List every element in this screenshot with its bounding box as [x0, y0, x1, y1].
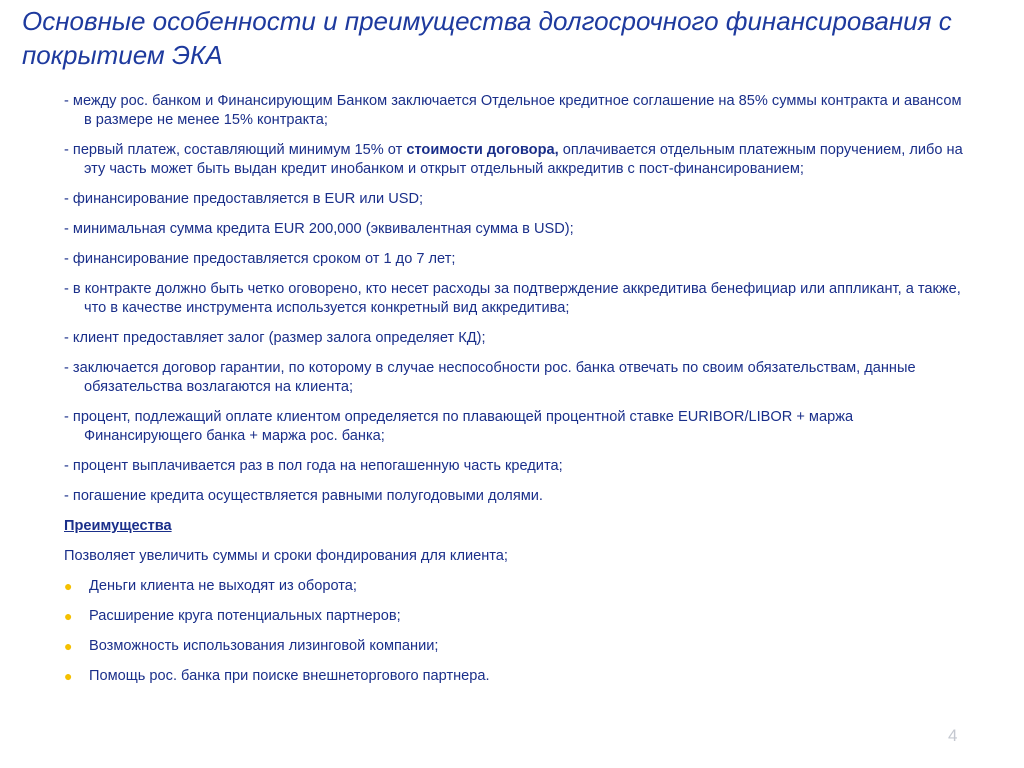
- bullet-dot-icon: ●: [64, 638, 73, 654]
- list-item-bold-text: стоимости договора,: [406, 142, 559, 158]
- slide-content: [64, 92, 964, 697]
- list-item: [64, 141, 964, 179]
- list-item-text: оплачивается отдельным платежным поручением, либо на эту часть может быть выдан кредит инобанком и открыт отдельный аккредитив с пост-финансированием;: [84, 142, 963, 177]
- advantage-item: [64, 667, 964, 686]
- bullet-dot-icon: ●: [64, 578, 73, 594]
- list-item: - клиент предоставляет залог (размер залога определяет КД);: [64, 330, 486, 346]
- list-item-text: - первый платеж, составляющий минимум 15% от: [64, 142, 407, 158]
- list-item: - финансирование предоставляется сроком от 1 до 7 лет;: [64, 251, 456, 267]
- list-item: - минимальная сумма кредита EUR 200,000 (эквивалентная сумма в USD);: [64, 221, 574, 237]
- advantage-text: Деньги клиента не выходят из оборота;: [89, 578, 357, 594]
- list-item: - между рос. банком и Финансирующим Банком заключается Отдельное кредитное соглашение на 85% суммы контракта и авансом в размере не менее 15% контракта;: [64, 93, 962, 128]
- advantage-text: Расширение круга потенциальных партнеров;: [89, 608, 401, 624]
- slide-title: Основные особенности и преимущества долгосрочного финансирования с покрытием ЭКА: [22, 6, 952, 70]
- list-item: - погашение кредита осуществляется равными полугодовыми долями.: [64, 488, 543, 504]
- advantages-intro: Позволяет увеличить суммы и сроки фондирования для клиента;: [64, 548, 508, 564]
- bullet-dot-icon: ●: [64, 668, 73, 684]
- page-number: 4: [948, 726, 958, 745]
- list-item: - в контракте должно быть четко оговорено, кто несет расходы за подтверждение аккредитива бенефициар или аппликант, а также, что в качестве инструмента используется конкретный вид аккредитива;: [64, 281, 961, 316]
- list-item: - процент выплачивается раз в пол года на непогашенную часть кредита;: [64, 458, 563, 474]
- advantage-item: [64, 607, 964, 626]
- advantage-text: Возможность использования лизинговой компании;: [89, 638, 439, 654]
- advantage-item: [64, 637, 964, 656]
- bullet-dot-icon: ●: [64, 608, 73, 624]
- advantage-text: Помощь рос. банка при поиске внешнеторгового партнера.: [89, 668, 490, 684]
- list-item: - финансирование предоставляется в EUR или USD;: [64, 191, 424, 207]
- advantages-heading: Преимущества: [64, 518, 172, 534]
- list-item: - заключается договор гарантии, по которому в случае неспособности рос. банка отвечать по своим обязательствам, данные обязательства возлагаются на клиента;: [64, 360, 916, 395]
- advantage-item: [64, 577, 964, 596]
- list-item: - процент, подлежащий оплате клиентом определяется по плавающей процентной ставке EURIBOR/LIBOR + маржа Финансирующего банка + маржа рос. банка;: [64, 409, 854, 444]
